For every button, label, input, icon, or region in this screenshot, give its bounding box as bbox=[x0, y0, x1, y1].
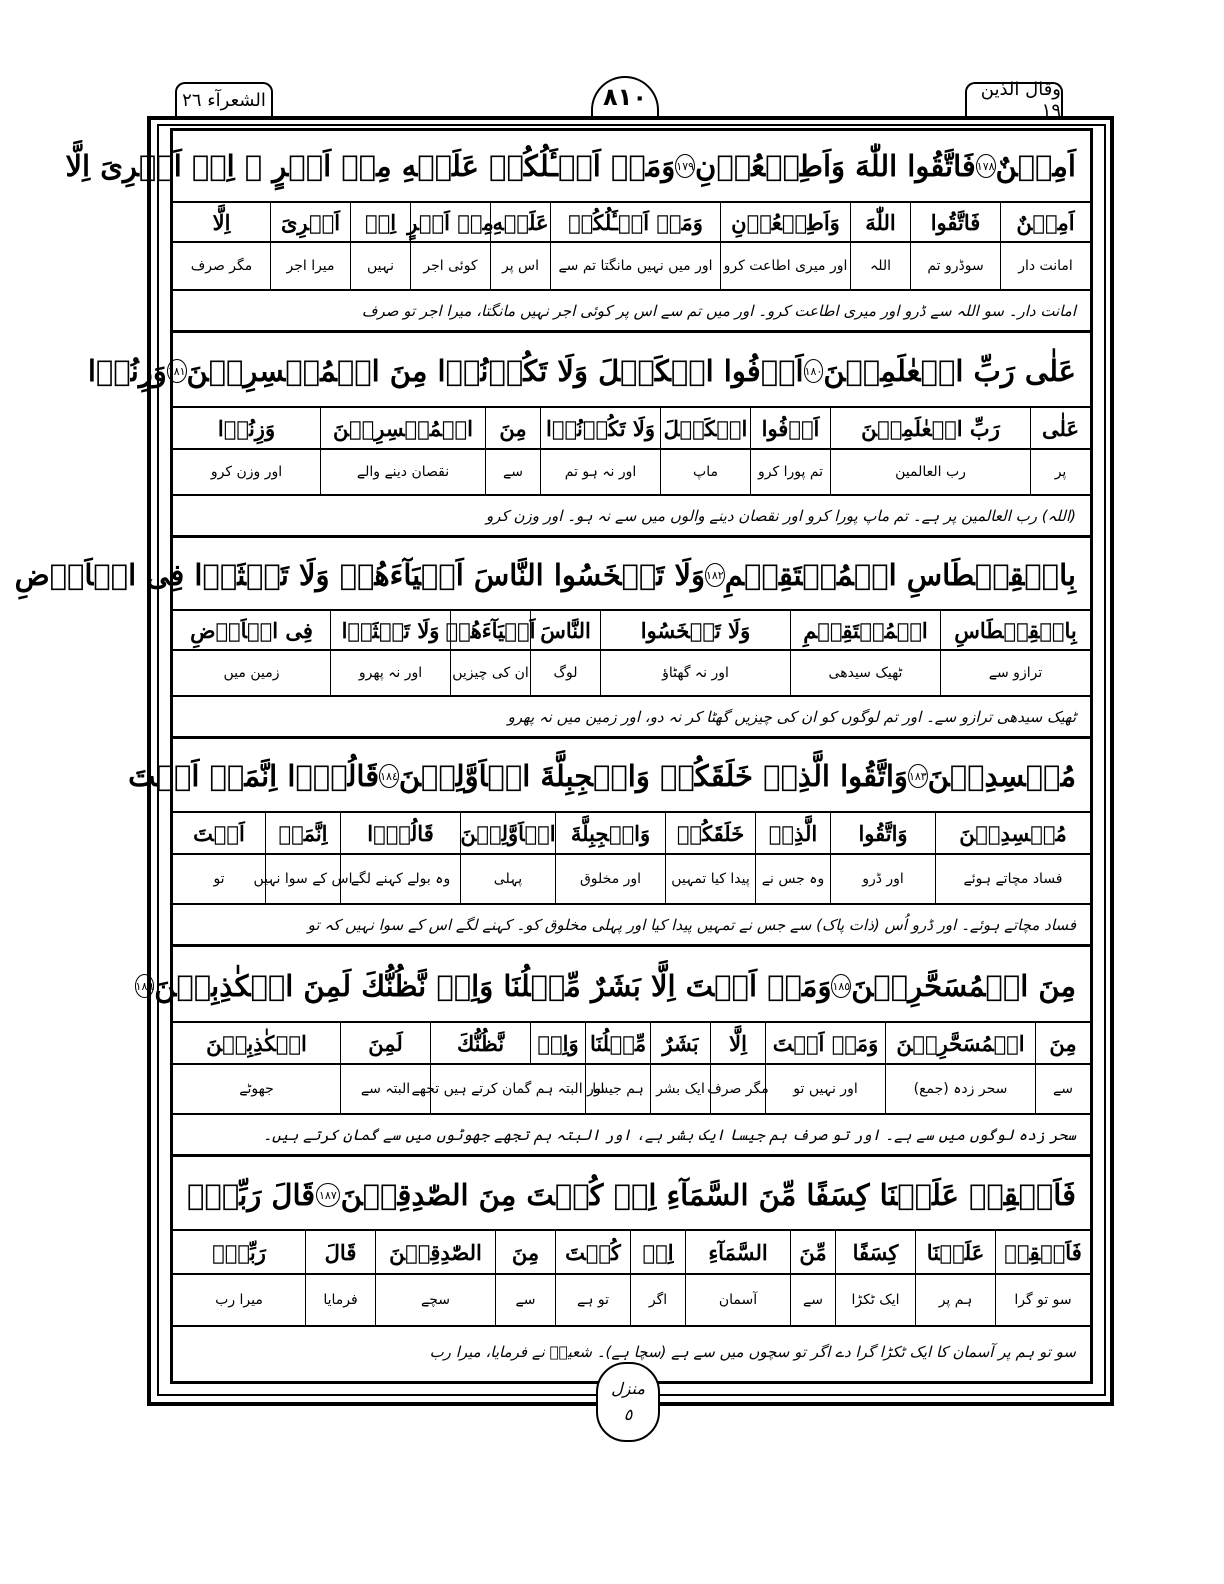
meaning-cell: ہم جیسا bbox=[585, 1065, 650, 1113]
word-cell: اِنَّمَاۤ bbox=[265, 813, 340, 853]
word-cell: عَلَیۡهِ bbox=[490, 203, 550, 241]
verse-text: اَوۡفُوا الۡكَیۡلَ وَلَا تَكُوۡنُوۡا مِنَ الۡمُخۡسِرِیۡنَ bbox=[186, 354, 804, 388]
meaning-cell: البتہ سے bbox=[340, 1065, 430, 1113]
manzil-badge bbox=[596, 1362, 660, 1442]
word-row bbox=[173, 813, 1090, 855]
meaning-cell: فرمایا bbox=[305, 1275, 375, 1325]
arabic-verse-line bbox=[65, 131, 1090, 203]
meaning-row bbox=[173, 243, 1090, 291]
meaning-cell: نہیں bbox=[350, 243, 410, 289]
verse-text: قَالُوۡۤا اِنَّمَاۤ اَنۡتَ bbox=[128, 759, 380, 793]
word-row bbox=[173, 203, 1090, 243]
word-cell: وَالۡجِبِلَّةَ bbox=[555, 813, 665, 853]
word-cell: مِنَ bbox=[1035, 1023, 1090, 1063]
verse-text: فَاتَّقُوا اللّٰهَ وَاَطِیۡعُوۡنِ bbox=[695, 149, 976, 183]
word-cell: اللّٰهَ bbox=[850, 203, 910, 241]
meaning-cell: ایک ٹکڑا bbox=[835, 1275, 915, 1325]
verse-text: وَمَاۤ اَسۡـَٔلُكُمۡ عَلَیۡهِ مِنۡ اَجۡرٍ ۚ اِنۡ اَجۡرِیَ اِلَّا bbox=[65, 149, 676, 183]
meaning-cell: اللہ bbox=[850, 243, 910, 289]
arabic-verse-line bbox=[173, 1161, 1090, 1231]
word-cell: مِّنَ bbox=[790, 1231, 835, 1273]
meaning-cell: ان کی چیزیں bbox=[450, 651, 530, 695]
verse-text: اَمِیۡنٌ bbox=[995, 149, 1076, 183]
verse-text: فَاَسۡقِطۡ عَلَیۡنَا كِسَفًا مِّنَ السَّمَآءِ اِنۡ كُنۡتَ مِنَ الصّٰدِقِیۡنَ bbox=[340, 1178, 1076, 1212]
meaning-cell: سے bbox=[790, 1275, 835, 1325]
meaning-cell: زمین میں bbox=[223, 665, 280, 681]
word-cell: السَّمَآءِ bbox=[685, 1231, 790, 1273]
meaning-row bbox=[173, 855, 1090, 905]
word-cell: اَنۡتَ bbox=[193, 820, 245, 846]
arabic-verse-line bbox=[14, 541, 1090, 611]
meaning-cell: تو ہے bbox=[555, 1275, 630, 1325]
meaning-cell: ٹھیک سیدھی bbox=[790, 651, 940, 695]
meaning-cell: اور وزن کرو bbox=[210, 464, 283, 480]
meaning-cell: اور نہیں تو bbox=[765, 1065, 885, 1113]
word-cell: اَجۡرِیَ bbox=[270, 203, 350, 241]
word-cell: وَزِنُوۡا bbox=[217, 415, 276, 441]
verse-text: وَزِنُوۡا bbox=[87, 354, 167, 388]
meaning-cell: سحر زدہ (جمع) bbox=[885, 1065, 1035, 1113]
meaning-cell: وہ بولے کہنے لگے bbox=[340, 855, 460, 903]
meaning-cell: پہلی bbox=[460, 855, 555, 903]
juz-label: وقال الذین ١٩ bbox=[965, 82, 1063, 116]
verse-number-marker: ١٨٤ bbox=[379, 764, 399, 788]
verse-block-5 bbox=[135, 951, 1090, 1161]
translation-line: سحر زدہ لوگوں میں سے ہے۔ اور تو صرف ہم جیسا ایک بشر ہے، اور البتہ ہم تجھے جھوٹوں میں سے گمان کرتے ہیں۔ bbox=[173, 1115, 1090, 1157]
meaning-cell: تم پورا کرو bbox=[750, 450, 830, 494]
verse-number-marker: ١٨١ bbox=[167, 359, 187, 383]
word-cell: الصّٰدِقِیۡنَ bbox=[375, 1231, 495, 1273]
page-content bbox=[14, 131, 1090, 1381]
page-number: ٨١٠ bbox=[591, 76, 659, 116]
arabic-verse-line bbox=[87, 336, 1090, 408]
word-cell: وَاَطِیۡعُوۡنِ bbox=[720, 203, 850, 241]
word-cell: وَلَا تَعۡثَوۡا bbox=[330, 611, 450, 649]
verse-text: قَالَ رَبِّیۡۤ bbox=[187, 1178, 316, 1212]
meaning-cell: تو bbox=[213, 871, 225, 887]
meaning-cell: اور نہ ہو تم bbox=[540, 450, 660, 494]
meaning-cell: امانت دار bbox=[1000, 243, 1090, 289]
word-cell: الَّذِیۡ bbox=[755, 813, 830, 853]
word-cell: اِنۡ bbox=[350, 203, 410, 241]
word-cell: الۡمُخۡسِرِیۡنَ bbox=[320, 408, 485, 448]
word-cell: بَشَرٌ bbox=[650, 1023, 710, 1063]
verse-text: عَلٰی رَبِّ الۡعٰلَمِیۡنَ bbox=[823, 354, 1076, 388]
word-cell: لَمِنَ bbox=[340, 1023, 430, 1063]
word-cell: فِی الۡاَرۡضِ bbox=[190, 617, 313, 643]
meaning-cell: کوئی اجر bbox=[410, 243, 490, 289]
meaning-cell: سو تو گرا bbox=[995, 1275, 1090, 1325]
word-row bbox=[173, 1231, 1090, 1275]
meaning-cell: سوڈرو تم bbox=[910, 243, 1000, 289]
word-cell: اَوۡفُوا bbox=[750, 408, 830, 448]
meaning-cell: میرا رب bbox=[215, 1292, 263, 1308]
meaning-row bbox=[173, 450, 1090, 496]
word-cell: وَلَا تَبۡخَسُوا bbox=[600, 611, 790, 649]
word-cell: اِلَّا bbox=[710, 1023, 765, 1063]
verse-text: مِنَ الۡمُسَحَّرِیۡنَ bbox=[851, 969, 1076, 1003]
verse-text: بِالۡقِسۡطَاسِ الۡمُسۡتَقِیۡمِ bbox=[724, 558, 1076, 592]
word-cell: كِسَفًا bbox=[835, 1231, 915, 1273]
meaning-cell: نقصان دینے والے bbox=[320, 450, 485, 494]
verse-block-1 bbox=[65, 131, 1090, 336]
word-cell: مِنَ bbox=[495, 1231, 555, 1273]
verse-block-3 bbox=[14, 541, 1090, 741]
word-cell: فَاَسۡقِطۡ bbox=[995, 1231, 1090, 1273]
meaning-cell: مگر صرف bbox=[710, 1065, 765, 1113]
manzil-number: ٥ bbox=[623, 1405, 633, 1424]
meaning-cell: اس پر bbox=[490, 243, 550, 289]
meaning-cell: ترازو سے bbox=[940, 651, 1090, 695]
meaning-row bbox=[173, 1275, 1090, 1327]
word-cell: فَاتَّقُوا bbox=[910, 203, 1000, 241]
arabic-verse-line bbox=[135, 951, 1090, 1023]
meaning-cell: رب العالمین bbox=[830, 450, 1030, 494]
translation-line: فساد مچاتے ہوئے۔ اور ڈرو اُس (ذات پاک) سے جس نے تمہیں پیدا کیا اور پہلی مخلوق کو۔ کہنے لگے اس کے سوا نہیں کہ تو bbox=[173, 905, 1090, 947]
meaning-row bbox=[173, 651, 1090, 697]
verse-number-marker: ١٨٥ bbox=[831, 974, 851, 998]
meaning-cell: پر bbox=[1030, 450, 1090, 494]
word-cell: خَلَقَكُمۡ bbox=[665, 813, 755, 853]
meaning-cell: فساد مچاتے ہوئے bbox=[935, 855, 1090, 903]
word-cell: الۡكٰذِبِیۡنَ bbox=[206, 1030, 307, 1056]
meaning-cell: اور نہ پھرو bbox=[330, 651, 450, 695]
word-cell: وَلَا تَكُوۡنُوۡا bbox=[540, 408, 660, 448]
meaning-cell: اور میری اطاعت کرو bbox=[720, 243, 850, 289]
meaning-cell: وہ جس نے bbox=[755, 855, 830, 903]
word-cell: وَمَاۤ اَسۡـَٔلُكُمۡ bbox=[550, 203, 720, 241]
word-cell: كُنۡتَ bbox=[555, 1231, 630, 1273]
meaning-cell: ایک بشر bbox=[650, 1065, 710, 1113]
verse-number-marker: ١٨٧ bbox=[316, 1183, 340, 1207]
verse-text: وَاتَّقُوا الَّذِیۡ خَلَقَكُمۡ وَالۡجِبِلَّةَ الۡاَوَّلِیۡنَ bbox=[398, 759, 908, 793]
word-cell: اَمِیۡنٌ bbox=[1000, 203, 1090, 241]
arabic-verse-line bbox=[128, 741, 1090, 813]
verse-number-marker: ١٨٠ bbox=[804, 359, 824, 383]
translation-line: امانت دار۔ سو اللہ سے ڈرو اور میری اطاعت کرو۔ اور میں تم سے اس پر کوئی اجر نہیں مانگتا، میرا اجر تو صرف bbox=[173, 291, 1090, 333]
word-cell: الۡكَیۡلَ bbox=[660, 408, 750, 448]
word-cell: الۡمُسَحَّرِیۡنَ bbox=[885, 1023, 1035, 1063]
meaning-cell: پیدا کیا تمہیں bbox=[665, 855, 755, 903]
translation-line: (اللہ) رب العالمین پر ہے۔ تم ماپ پورا کرو اور نقصان دینے والوں میں سے نہ ہو۔ اور وزن کرو bbox=[173, 496, 1090, 538]
meaning-cell: اور نہ گھٹاؤ bbox=[600, 651, 790, 695]
verse-number-marker: ١٨٦ bbox=[135, 974, 155, 998]
meaning-cell: ہم پر bbox=[915, 1275, 995, 1325]
meaning-cell: سے bbox=[495, 1275, 555, 1325]
word-cell: قَالَ bbox=[305, 1231, 375, 1273]
meaning-cell: مگر صرف bbox=[190, 258, 253, 274]
meaning-cell: ماپ bbox=[660, 450, 750, 494]
word-cell: اِلَّا bbox=[212, 209, 231, 235]
meaning-cell: اور ڈرو bbox=[830, 855, 935, 903]
meaning-cell: آسمان bbox=[685, 1275, 790, 1325]
translation-line: سو تو ہم پر آسمان کا ایک ٹکڑا گرا دے اگر تو سچوں میں سے ہے (سچا ہے)۔ شعیبؑ نے فرمایا، میرا رب bbox=[429, 1343, 1076, 1361]
word-cell: النَّاسَ bbox=[530, 611, 600, 649]
word-cell: الۡاَوَّلِیۡنَ bbox=[460, 813, 555, 853]
word-cell: بِالۡقِسۡطَاسِ bbox=[940, 611, 1090, 649]
word-cell: عَلٰی bbox=[1030, 408, 1090, 448]
word-cell: رَبِّیۡۤ bbox=[212, 1239, 266, 1265]
word-cell: وَاتَّقُوا bbox=[830, 813, 935, 853]
verse-block-4 bbox=[128, 741, 1090, 951]
verse-number-marker: ١٧٩ bbox=[675, 154, 695, 178]
meaning-cell: سے bbox=[485, 450, 540, 494]
word-cell: الۡمُسۡتَقِیۡمِ bbox=[790, 611, 940, 649]
meaning-cell: جھوٹے bbox=[239, 1081, 274, 1097]
word-cell: وَاِنۡ bbox=[530, 1023, 585, 1063]
verse-text: مُفۡسِدِیۡنَ bbox=[927, 759, 1076, 793]
word-cell: مِنۡ اَجۡرٍ bbox=[410, 203, 490, 241]
word-row bbox=[173, 1023, 1090, 1065]
word-cell: اِنۡ bbox=[630, 1231, 685, 1273]
word-cell: رَبِّ الۡعٰلَمِیۡنَ bbox=[830, 408, 1030, 448]
verse-number-marker: ١٧٨ bbox=[976, 154, 996, 178]
word-row bbox=[173, 611, 1090, 651]
verse-text: وَلَا تَبۡخَسُوا النَّاسَ اَشۡیَآءَهُمۡ وَلَا تَعۡثَوۡا فِی الۡاَرۡضِ bbox=[14, 558, 705, 592]
word-cell: نَّظُنُّكَ bbox=[430, 1023, 530, 1063]
verse-block-6 bbox=[173, 1161, 1090, 1381]
word-cell: مِنَ bbox=[485, 408, 540, 448]
word-cell: مِّثۡلُنَا bbox=[585, 1023, 650, 1063]
meaning-cell: اگر bbox=[630, 1275, 685, 1325]
word-cell: مُفۡسِدِیۡنَ bbox=[935, 813, 1090, 853]
word-cell: اَشۡیَآءَهُمۡ bbox=[450, 611, 530, 649]
verse-number-marker: ١٨٢ bbox=[705, 563, 725, 587]
meaning-cell: اور مخلوق bbox=[555, 855, 665, 903]
meaning-cell: میرا اجر bbox=[270, 243, 350, 289]
verse-text: وَمَاۤ اَنۡتَ اِلَّا بَشَرٌ مِّثۡلُنَا وَاِنۡ نَّظُنُّكَ لَمِنَ الۡكٰذِبِیۡنَ bbox=[154, 969, 832, 1003]
meaning-cell: سچے bbox=[375, 1275, 495, 1325]
meaning-cell: اس کے سوا نہیں bbox=[265, 855, 340, 903]
meaning-cell: اور میں نہیں مانگتا تم سے bbox=[550, 243, 720, 289]
word-cell: عَلَیۡنَا bbox=[915, 1231, 995, 1273]
word-cell: وَمَاۤ اَنۡتَ bbox=[765, 1023, 885, 1063]
manzil-label: منزل bbox=[611, 1379, 645, 1398]
word-cell: قَالُوۡۤا bbox=[340, 813, 460, 853]
meaning-cell: لوگ bbox=[530, 651, 600, 695]
meaning-row bbox=[173, 1065, 1090, 1115]
verse-block-2 bbox=[87, 336, 1090, 541]
meaning-cell: سے bbox=[1035, 1065, 1090, 1113]
verse-number-marker: ١٨٣ bbox=[908, 764, 928, 788]
meaning-cell: اور البتہ ہم گمان کرتے ہیں تجھے bbox=[430, 1065, 585, 1113]
word-row bbox=[173, 408, 1090, 450]
translation-line: ٹھیک سیدھی ترازو سے۔ اور تم لوگوں کو ان کی چیزیں گھٹا کر نہ دو، اور زمین میں نہ پھرو bbox=[173, 697, 1090, 739]
surah-label: الشعرآء ٢٦ bbox=[175, 82, 273, 116]
